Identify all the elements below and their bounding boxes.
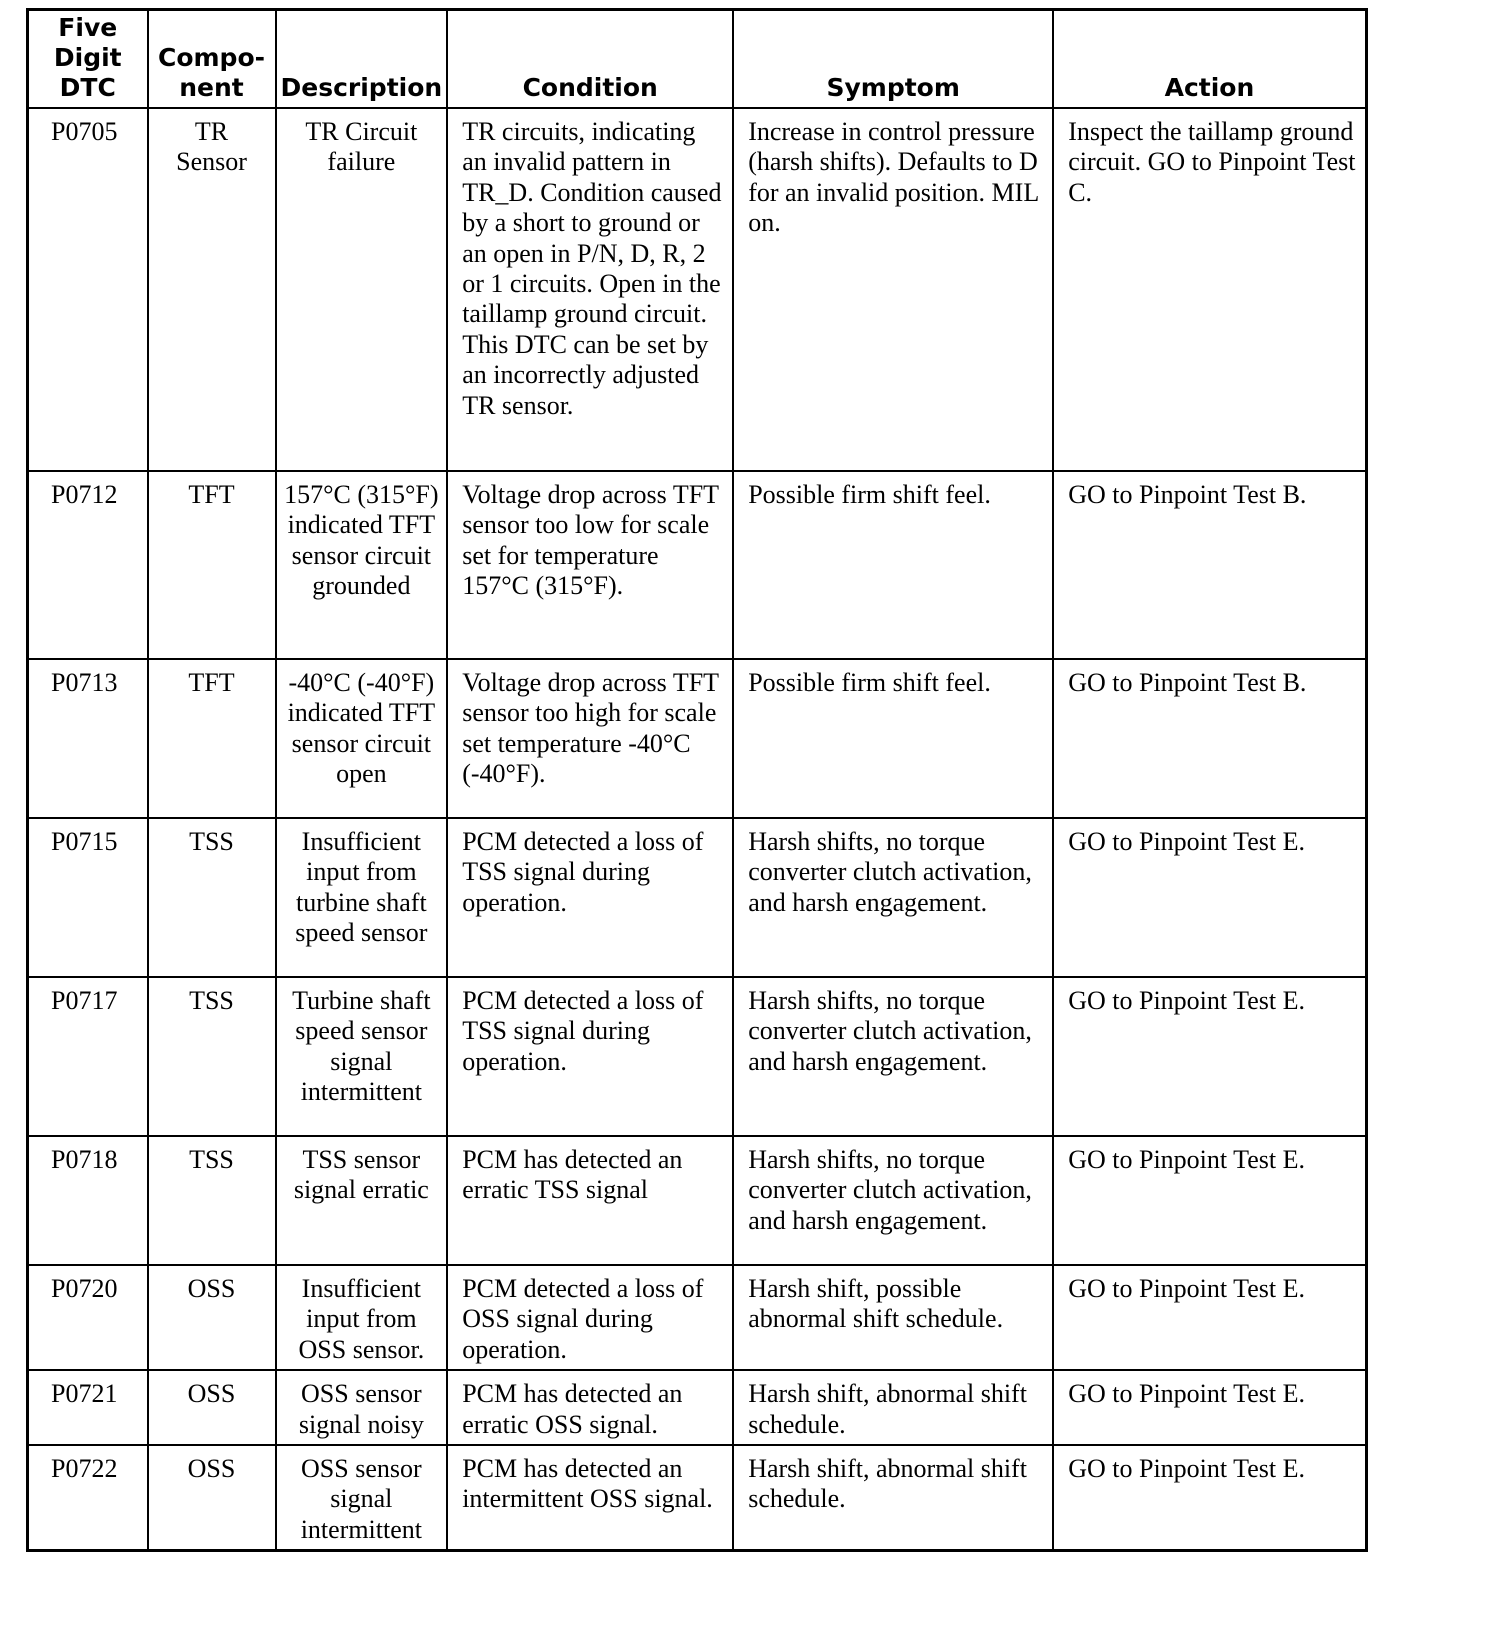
dtc-cell: P0717	[28, 977, 148, 1136]
description-cell: -40°C (-40°F) indicated TFT sensor circuit open	[276, 659, 448, 818]
description-cell: Insufficient input from OSS sensor.	[276, 1265, 448, 1370]
symptom-cell: Harsh shift, abnormal shift schedule.	[733, 1370, 1053, 1445]
component-cell: OSS	[148, 1265, 276, 1370]
symptom-cell: Harsh shifts, no torque converter clutch activation, and harsh engagement.	[733, 977, 1053, 1136]
dtc-cell: P0721	[28, 1370, 148, 1445]
dtc-cell: P0705	[28, 108, 148, 471]
dtc-cell: P0722	[28, 1445, 148, 1551]
table-row	[28, 108, 1367, 471]
dtc-cell: P0718	[28, 1136, 148, 1265]
condition-cell: PCM detected a loss of TSS signal during operation.	[447, 818, 733, 977]
action-cell: GO to Pinpoint Test E.	[1053, 977, 1366, 1136]
dtc-cell: P0713	[28, 659, 148, 818]
col-header-action: Action	[1053, 10, 1366, 109]
description-cell: OSS sensor signal intermittent	[276, 1445, 448, 1551]
symptom-cell: Harsh shift, possible abnormal shift schedule.	[733, 1265, 1053, 1370]
action-cell: GO to Pinpoint Test B.	[1053, 471, 1366, 659]
description-cell: TSS sensor signal erratic	[276, 1136, 448, 1265]
condition-cell: PCM detected a loss of OSS signal during operation.	[447, 1265, 733, 1370]
symptom-cell: Harsh shifts, no torque converter clutch activation, and harsh engagement.	[733, 1136, 1053, 1265]
condition-cell: PCM detected a loss of TSS signal during operation.	[447, 977, 733, 1136]
action-cell: GO to Pinpoint Test E.	[1053, 1136, 1366, 1265]
dtc-table	[26, 8, 1368, 1552]
condition-cell: TR circuits, indicating an invalid pattern in TR_D. Condition caused by a short to ground or an open in P/N, D, R, 2 or 1 circuits. Open in the taillamp ground circuit. This DTC can be set by an incorrectly adjusted TR sensor.	[447, 108, 733, 471]
table-row	[28, 1445, 1367, 1551]
component-cell: TR Sensor	[148, 108, 276, 471]
component-cell: TFT	[148, 471, 276, 659]
table-row	[28, 977, 1367, 1136]
dtc-cell: P0720	[28, 1265, 148, 1370]
action-cell: GO to Pinpoint Test E.	[1053, 1370, 1366, 1445]
action-cell: Inspect the taillamp ground circuit. GO to Pinpoint Test C.	[1053, 108, 1366, 471]
symptom-cell: Possible firm shift feel.	[733, 471, 1053, 659]
component-cell: TSS	[148, 818, 276, 977]
condition-cell: Voltage drop across TFT sensor too low for scale set for temperature 157°C (315°F).	[447, 471, 733, 659]
condition-cell: PCM has detected an intermittent OSS signal.	[447, 1445, 733, 1551]
symptom-cell: Increase in control pressure (harsh shifts). Defaults to D for an invalid position. MIL on.	[733, 108, 1053, 471]
table-row	[28, 1265, 1367, 1370]
description-cell: OSS sensor signal noisy	[276, 1370, 448, 1445]
component-cell: OSS	[148, 1445, 276, 1551]
action-cell: GO to Pinpoint Test E.	[1053, 1445, 1366, 1551]
col-header-description: Description	[276, 10, 448, 109]
table-row	[28, 471, 1367, 659]
dtc-cell: P0712	[28, 471, 148, 659]
action-cell: GO to Pinpoint Test E.	[1053, 1265, 1366, 1370]
col-header-dtc: Five Digit DTC	[28, 10, 148, 109]
action-cell: GO to Pinpoint Test B.	[1053, 659, 1366, 818]
symptom-cell: Harsh shifts, no torque converter clutch activation, and harsh engagement.	[733, 818, 1053, 977]
col-header-symptom: Symptom	[733, 10, 1053, 109]
condition-cell: PCM has detected an erratic TSS signal	[447, 1136, 733, 1265]
col-header-component: Compo- nent	[148, 10, 276, 109]
table-row	[28, 659, 1367, 818]
table-row	[28, 1136, 1367, 1265]
description-cell: 157°C (315°F) indicated TFT sensor circuit grounded	[276, 471, 448, 659]
action-cell: GO to Pinpoint Test E.	[1053, 818, 1366, 977]
table-row	[28, 818, 1367, 977]
symptom-cell: Possible firm shift feel.	[733, 659, 1053, 818]
component-cell: TSS	[148, 977, 276, 1136]
component-cell: TSS	[148, 1136, 276, 1265]
col-header-condition: Condition	[447, 10, 733, 109]
symptom-cell: Harsh shift, abnormal shift schedule.	[733, 1445, 1053, 1551]
condition-cell: PCM has detected an erratic OSS signal.	[447, 1370, 733, 1445]
table-row	[28, 1370, 1367, 1445]
header-row	[28, 10, 1367, 109]
dtc-cell: P0715	[28, 818, 148, 977]
description-cell: TR Circuit failure	[276, 108, 448, 471]
component-cell: OSS	[148, 1370, 276, 1445]
component-cell: TFT	[148, 659, 276, 818]
description-cell: Turbine shaft speed sensor signal intermittent	[276, 977, 448, 1136]
description-cell: Insufficient input from turbine shaft speed sensor	[276, 818, 448, 977]
condition-cell: Voltage drop across TFT sensor too high for scale set temperature -40°C (-40°F).	[447, 659, 733, 818]
